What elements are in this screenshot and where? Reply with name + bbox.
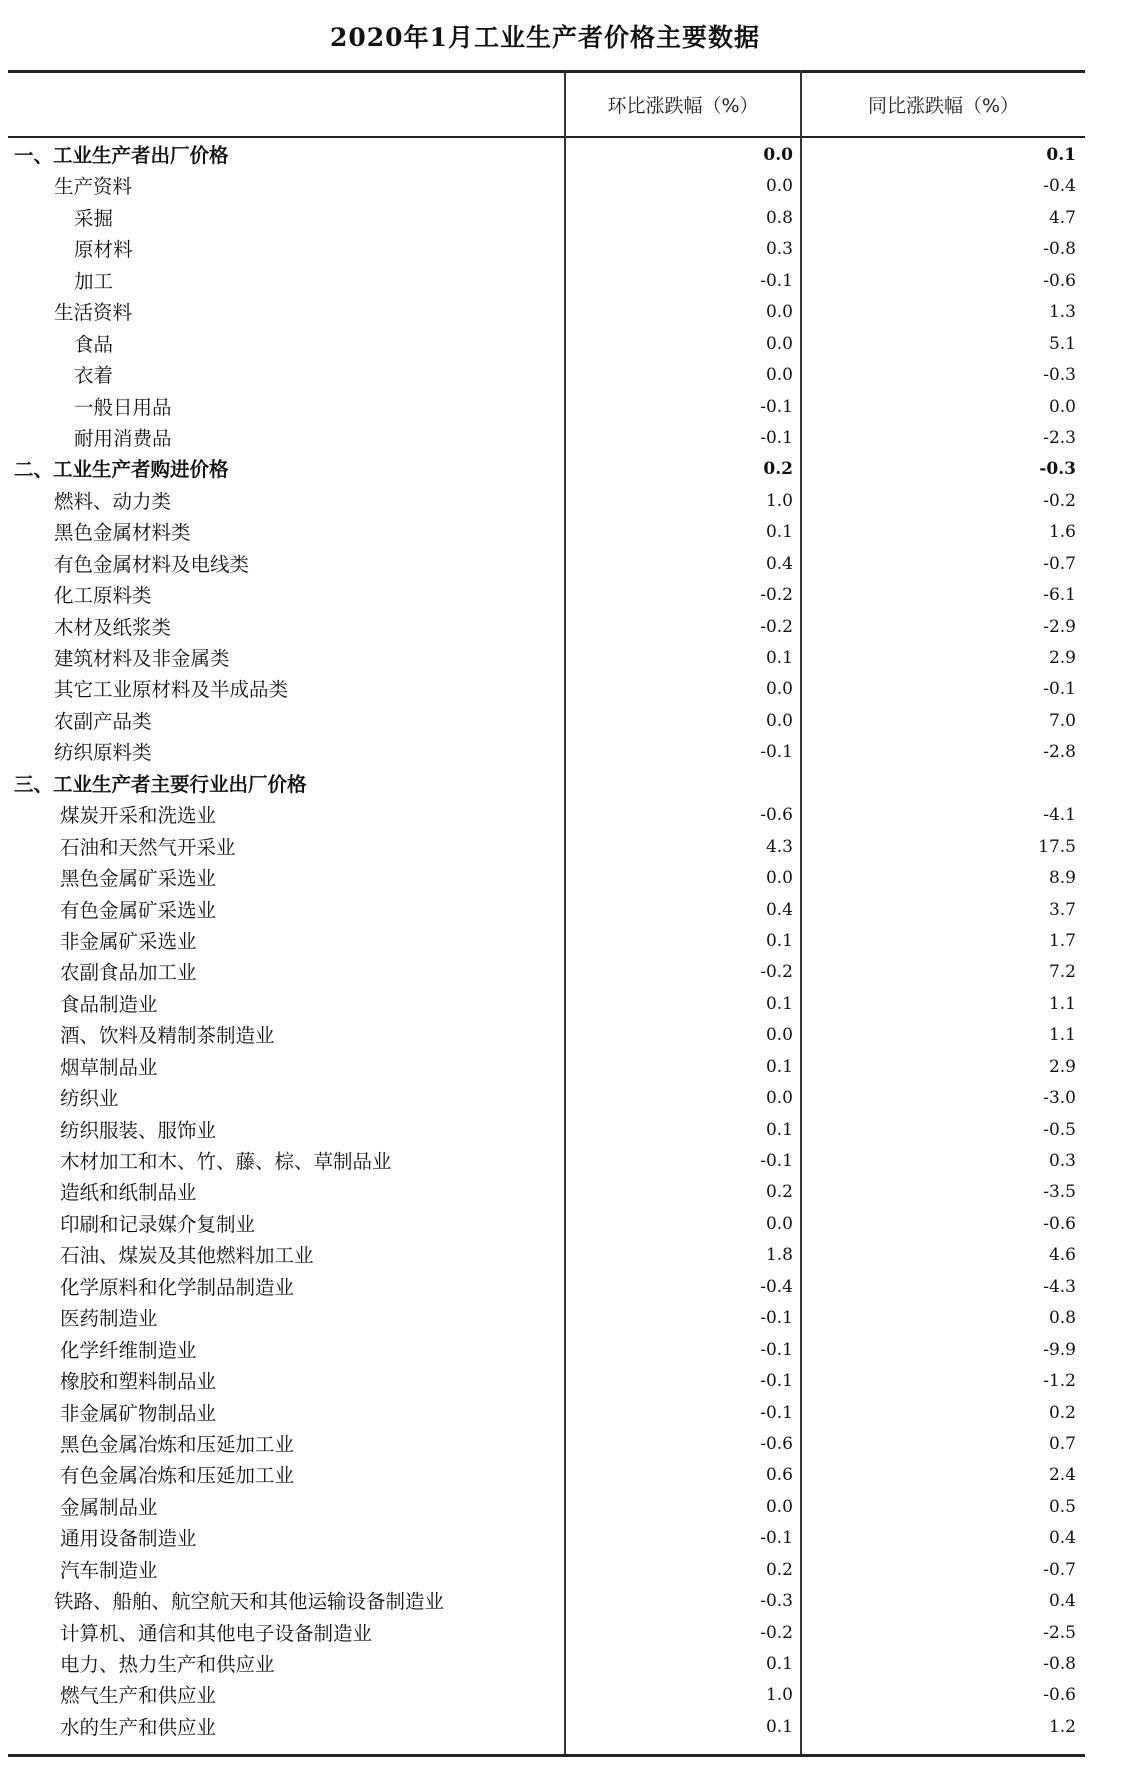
row-label: 黑色金属矿采选业 [60,867,217,891]
table-row [0,612,1125,643]
row-label: 一、工业生产者出厂价格 [14,144,229,167]
row-label: 石油和天然气开采业 [60,835,236,859]
row-label: 木材及纸浆类 [54,615,172,639]
yoy-value: -4.3 [1043,1276,1076,1297]
mom-value: 0.6 [765,1465,793,1486]
mom-value: -0.1 [760,742,793,763]
yoy-value: 1.2 [1048,1716,1076,1737]
yoy-value: -3.5 [1043,1182,1076,1203]
table-top-rule [8,70,1085,73]
row-label: 化学纤维制造业 [60,1338,197,1362]
mom-value: -0.1 [760,1308,793,1329]
mom-value: 0.1 [765,522,793,543]
table-body [0,140,1125,1743]
yoy-value: 0.2 [1048,1402,1076,1423]
table-row [0,580,1125,611]
table-row [0,1398,1125,1429]
table-row [0,1115,1125,1146]
table-row [0,926,1125,957]
table-row [0,266,1125,297]
mom-value: -0.1 [760,427,793,448]
table-row [0,1272,1125,1303]
row-label: 医药制造业 [60,1307,158,1331]
mom-value: 0.4 [765,553,793,574]
mom-value: 0.1 [765,930,793,951]
yoy-value: -0.5 [1043,1119,1076,1140]
yoy-value: 0.0 [1048,396,1076,417]
mom-value: 0.0 [765,710,793,731]
table-row [0,1429,1125,1460]
mom-value: -0.3 [760,1591,793,1612]
row-label: 水的生产和供应业 [60,1715,217,1739]
mom-value [566,769,793,800]
mom-value: -0.1 [760,1371,793,1392]
mom-value: 0.1 [765,648,793,668]
yoy-value: 7.2 [1048,962,1076,983]
yoy-value: -1.2 [1043,1371,1076,1392]
mom-value: -0.1 [760,270,793,291]
row-label: 一般日用品 [74,395,172,419]
yoy-value: -0.8 [1043,1654,1076,1674]
row-label: 非金属矿物制品业 [60,1401,217,1425]
mom-value: 0.1 [765,1119,793,1140]
mom-value: -0.6 [760,1433,793,1454]
yoy-value: -6.1 [1043,585,1076,606]
mom-value: 1.8 [765,1245,793,1266]
row-label: 造纸和纸制品业 [60,1181,197,1205]
row-label: 燃料、动力类 [54,489,172,513]
row-label: 生产资料 [54,175,133,199]
yoy-value: 2.9 [1048,1056,1076,1077]
row-label: 金属制品业 [60,1495,158,1519]
table-row [0,895,1125,926]
yoy-value: -2.9 [1043,616,1076,637]
row-label: 农副食品加工业 [60,961,197,985]
yoy-value: 4.6 [1048,1245,1076,1266]
row-label: 建筑材料及非金属类 [54,647,230,670]
row-label: 食品 [74,332,114,356]
table-row [0,1303,1125,1334]
row-label: 有色金属矿采选业 [60,898,217,922]
row-label: 煤炭开采和洗选业 [60,804,217,828]
row-label: 纺织原料类 [54,741,152,765]
table-row [0,989,1125,1020]
table-row [0,1146,1125,1177]
yoy-value: -0.4 [1043,176,1076,197]
yoy-value: 1.6 [1048,522,1076,543]
yoy-value: 0.4 [1048,1591,1076,1612]
yoy-value: 0.8 [1048,1308,1076,1329]
yoy-value: -2.3 [1043,427,1076,448]
table-row [0,1618,1125,1649]
table-row [0,1492,1125,1523]
mom-value: 4.3 [765,836,793,857]
mom-value: 0.0 [765,333,793,354]
section-row [0,769,1125,800]
table-row [0,297,1125,328]
mom-value: 0.1 [765,1716,793,1737]
row-label: 其它工业原材料及半成品类 [54,678,289,702]
table-row [0,1680,1125,1711]
yoy-value: 7.0 [1048,710,1076,731]
table-row [0,1586,1125,1617]
row-label: 电力、热力生产和供应业 [60,1653,275,1676]
row-label: 化工原料类 [54,584,152,608]
yoy-value: 5.1 [1048,333,1076,354]
table-row [0,1209,1125,1240]
row-label: 通用设备制造业 [60,1527,197,1551]
table-row [0,674,1125,705]
row-label: 汽车制造业 [60,1558,158,1582]
row-label: 食品制造业 [60,992,158,1016]
yoy-value: 0.5 [1048,1496,1076,1517]
mom-value: 0.1 [765,1056,793,1077]
mom-value: -0.2 [760,616,793,637]
row-label: 木材加工和木、竹、藤、棕、草制品业 [60,1150,392,1173]
table-row [0,957,1125,988]
mom-value: 0.0 [765,302,793,323]
table-row [0,203,1125,234]
table-row [0,517,1125,548]
header-bottom-rule [8,136,1085,138]
row-label: 化学原料和化学制品制造业 [60,1275,295,1299]
yoy-value: 1.1 [1048,993,1076,1014]
yoy-value [802,769,1076,800]
yoy-value: 1.7 [1048,930,1076,951]
mom-value: 0.0 [765,176,793,197]
row-label: 生活资料 [54,301,133,325]
yoy-value: -4.1 [1043,805,1076,826]
yoy-value: 2.4 [1048,1465,1076,1486]
yoy-value: -0.2 [1043,490,1076,511]
yoy-value: -0.8 [1043,239,1076,260]
table-row [0,1335,1125,1366]
row-label: 铁路、船舶、航空航天和其他运输设备制造业 [54,1590,445,1614]
mom-value: 0.4 [765,899,793,920]
mom-value: 0.2 [765,1182,793,1203]
mom-value: 0.0 [765,1213,793,1234]
row-label: 非金属矿采选业 [60,929,197,953]
row-label: 衣着 [74,364,114,388]
table-row [0,832,1125,863]
yoy-value: 8.9 [1048,868,1076,889]
page-title: 2020年1月工业生产者价格主要数据 [330,23,760,52]
table-row [0,737,1125,768]
yoy-value: 0.1 [1046,145,1076,165]
row-label: 计算机、通信和其他电子设备制造业 [60,1621,373,1645]
yoy-value: -0.7 [1043,1559,1076,1580]
row-label: 石油、煤炭及其他燃料加工业 [60,1244,314,1268]
mom-value: 0.0 [765,868,793,889]
mom-value: -0.4 [760,1276,793,1297]
yoy-value: -0.6 [1043,270,1076,291]
row-label: 烟草制品业 [60,1055,158,1079]
table-row [0,863,1125,894]
yoy-value: -0.1 [1043,679,1076,700]
yoy-value: -0.7 [1043,553,1076,574]
mom-value: -0.6 [760,805,793,826]
yoy-value: 1.3 [1048,302,1076,323]
table-row [0,1366,1125,1397]
table-row [0,1555,1125,1586]
yoy-value: 2.9 [1048,648,1076,668]
mom-value: 0.0 [765,1088,793,1109]
table-row [0,1052,1125,1083]
mom-value: -0.2 [760,1622,793,1643]
table-row [0,1020,1125,1051]
table-row [0,392,1125,423]
row-label: 农副产品类 [54,709,152,733]
yoy-value: 4.7 [1048,207,1076,228]
table-row [0,643,1125,674]
row-label: 黑色金属材料类 [54,521,191,545]
yoy-value: -0.6 [1043,1213,1076,1234]
mom-value: -0.1 [760,1151,793,1171]
mom-value: -0.1 [760,1402,793,1423]
row-label: 橡胶和塑料制品业 [60,1370,217,1394]
table-row [0,1712,1125,1743]
table-row [0,486,1125,517]
column-header-mom: 环比涨跌幅（%） [607,95,759,117]
row-label: 加工 [74,269,114,293]
row-label: 纺织服装、服饰业 [60,1118,217,1142]
table-bottom-rule [8,1754,1085,1757]
mom-value: -0.2 [760,962,793,983]
yoy-value: -0.3 [1043,365,1076,386]
row-label: 酒、饮料及精制茶制造业 [60,1024,275,1048]
table-row [0,1177,1125,1208]
row-label: 印刷和记录媒介复制业 [60,1212,256,1236]
row-label: 耐用消费品 [74,426,172,450]
row-label: 有色金属冶炼和压延加工业 [60,1464,295,1488]
row-label: 采掘 [74,206,114,230]
table-row [0,1649,1125,1680]
row-label: 三、工业生产者主要行业出厂价格 [14,772,307,796]
mom-value: -0.1 [760,1528,793,1549]
mom-value: 0.0 [765,679,793,700]
mom-value: 0.2 [765,1559,793,1580]
table-row [0,800,1125,831]
table-row [0,1523,1125,1554]
row-label: 二、工业生产者购进价格 [14,458,229,482]
mom-value: 0.0 [765,1025,793,1046]
mom-value: -0.2 [760,585,793,606]
row-label: 有色金属材料及电线类 [54,552,250,576]
mom-value: 0.0 [763,145,793,165]
mom-value: 1.0 [765,1685,793,1706]
table-row [0,706,1125,737]
yoy-value: -9.9 [1043,1339,1076,1360]
yoy-value: -2.8 [1043,742,1076,763]
yoy-value: 3.7 [1048,899,1076,920]
yoy-value: 17.5 [1038,836,1076,857]
table-row [0,423,1125,454]
row-label: 黑色金属冶炼和压延加工业 [60,1432,295,1456]
yoy-value: -0.3 [1039,459,1076,480]
mom-value: -0.1 [760,1339,793,1360]
row-label: 燃气生产和供应业 [60,1684,217,1708]
mom-value: 0.1 [765,1654,793,1674]
mom-value: 1.0 [765,490,793,511]
table-row [0,234,1125,265]
yoy-value: 0.3 [1048,1151,1076,1171]
section-row [0,140,1125,171]
yoy-value: -0.6 [1043,1685,1076,1706]
mom-value: 0.0 [765,1496,793,1517]
table-row [0,1240,1125,1271]
row-label: 纺织业 [60,1087,119,1111]
mom-value: -0.1 [760,396,793,417]
yoy-value: 1.1 [1048,1025,1076,1046]
row-label: 原材料 [74,238,133,262]
yoy-value: 0.7 [1048,1433,1076,1454]
mom-value: 0.3 [765,239,793,260]
yoy-value: -3.0 [1043,1088,1076,1109]
section-row [0,454,1125,485]
table-row [0,1083,1125,1114]
table-row [0,171,1125,202]
table-row [0,1460,1125,1491]
mom-value: 0.1 [765,993,793,1014]
table-row [0,360,1125,391]
table-row [0,549,1125,580]
mom-value: 0.0 [765,365,793,386]
yoy-value: 0.4 [1048,1528,1076,1549]
yoy-value: -2.5 [1043,1622,1076,1643]
mom-value: 0.8 [765,207,793,228]
column-header-yoy: 同比涨跌幅（%） [867,95,1020,117]
table-row [0,329,1125,360]
mom-value: 0.2 [763,459,793,480]
